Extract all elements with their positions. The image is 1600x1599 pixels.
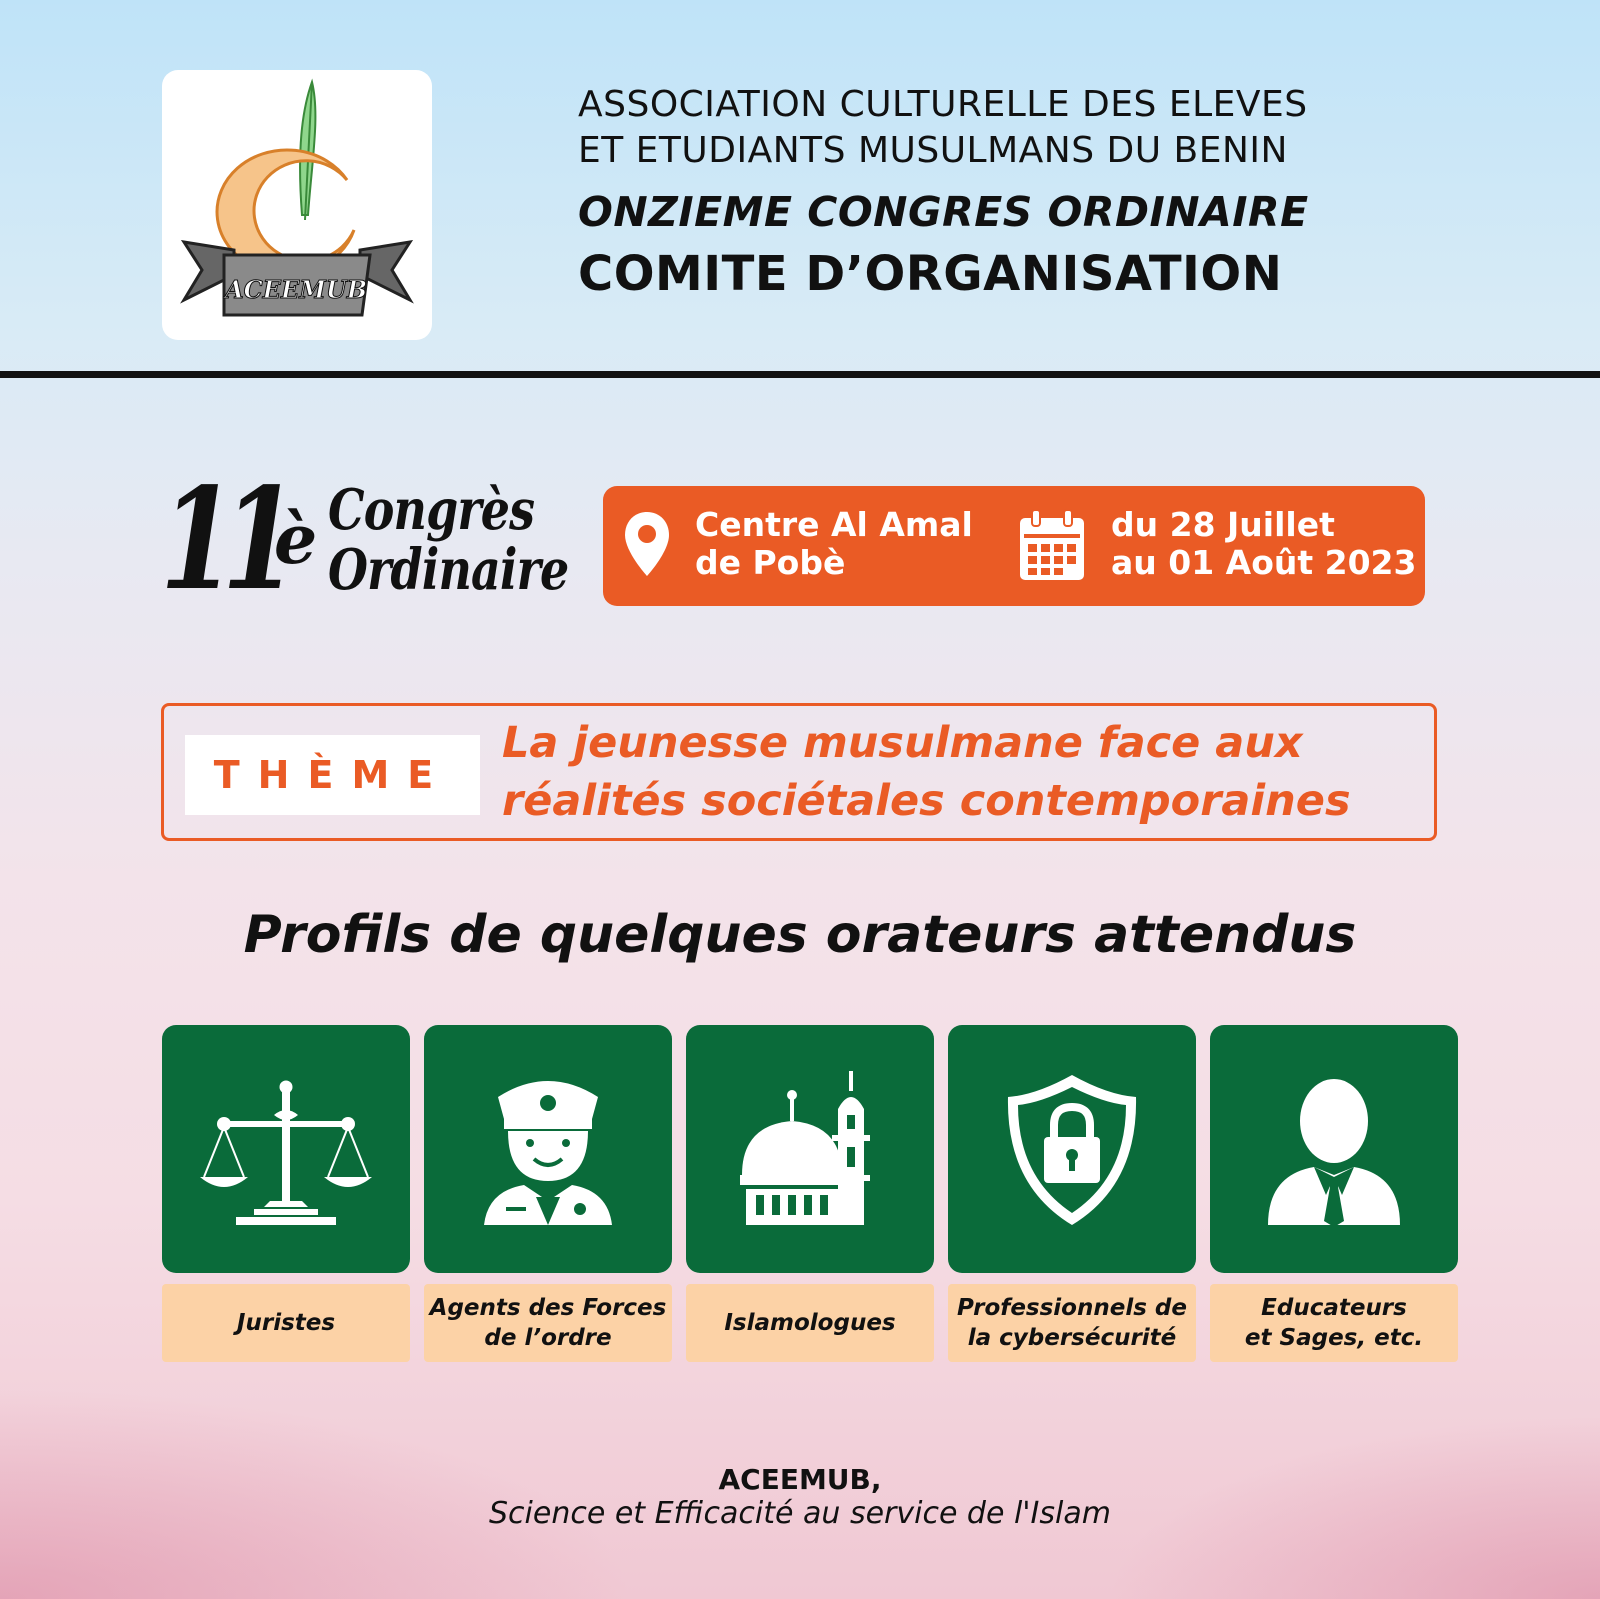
congress-type-line1: Congrès	[328, 477, 535, 543]
event-place-line1: Centre Al Amal	[695, 505, 973, 544]
committee-title: COMITE D’ORGANISATION	[578, 246, 1283, 302]
theme-label: THÈME	[185, 735, 480, 815]
event-date-line2: au 01 Août 2023	[1111, 543, 1417, 582]
calendar-icon	[1018, 508, 1086, 582]
profile-card-juristes	[162, 1025, 410, 1273]
aceemub-logo	[162, 70, 432, 340]
event-date-line1: du 28 Juillet	[1111, 505, 1335, 544]
scales-of-justice-icon	[162, 1025, 410, 1273]
theme-text-line1: La jeunesse musulmane face aux	[502, 718, 1303, 768]
profile-card-educateurs	[1210, 1025, 1458, 1273]
theme-text	[502, 714, 1422, 830]
profile-label-juristes: Juristes	[162, 1284, 410, 1362]
footer-title: ACEEMUB,	[718, 1463, 882, 1496]
congress-type-line2: Ordinaire	[328, 537, 569, 603]
profile-label-educateurs: Educateurs et Sages, etc.	[1210, 1284, 1458, 1362]
profile-label-islamologues: Islamologues	[686, 1284, 934, 1362]
profile-card-agents	[424, 1025, 672, 1273]
congress-title: ONZIEME CONGRES ORDINAIRE	[578, 188, 1309, 236]
profile-label-cybersecurite: Professionnels de la cybersécurité	[948, 1284, 1196, 1362]
association-name-line2: ET ETUDIANTS MUSULMANS DU BENIN	[578, 130, 1288, 171]
footer-slogan: Science et Efficacité au service de l'Islam	[489, 1496, 1111, 1531]
congress-ordinal: è	[274, 500, 318, 580]
header-divider	[0, 371, 1600, 378]
profile-card-cybersecurite	[948, 1025, 1196, 1273]
event-date	[1111, 506, 1416, 582]
event-place	[695, 506, 973, 582]
header-text	[578, 82, 1478, 302]
congress-type	[328, 477, 569, 603]
profiles-title: Profils de quelques orateurs attendus	[243, 905, 1357, 965]
event-info-bar	[603, 486, 1425, 606]
theme-text-line2: réalités sociétales contemporaines	[502, 776, 1351, 826]
police-officer-icon	[424, 1025, 672, 1273]
event-place-line2: de Pobè	[695, 543, 846, 582]
location-pin-icon	[623, 510, 671, 580]
profile-label-agents: Agents des Forces de l’ordre	[424, 1284, 672, 1362]
person-tie-icon	[1210, 1025, 1458, 1273]
profile-card-islamologues	[686, 1025, 934, 1273]
logo-text: ACEEMUB	[224, 275, 368, 304]
association-name-line1: ASSOCIATION CULTURELLE DES ELEVES	[578, 84, 1308, 125]
shield-lock-icon	[948, 1025, 1196, 1273]
crescent-feather-logo-icon	[162, 70, 432, 340]
congress-number: 11	[160, 458, 284, 622]
mosque-icon	[686, 1025, 934, 1273]
